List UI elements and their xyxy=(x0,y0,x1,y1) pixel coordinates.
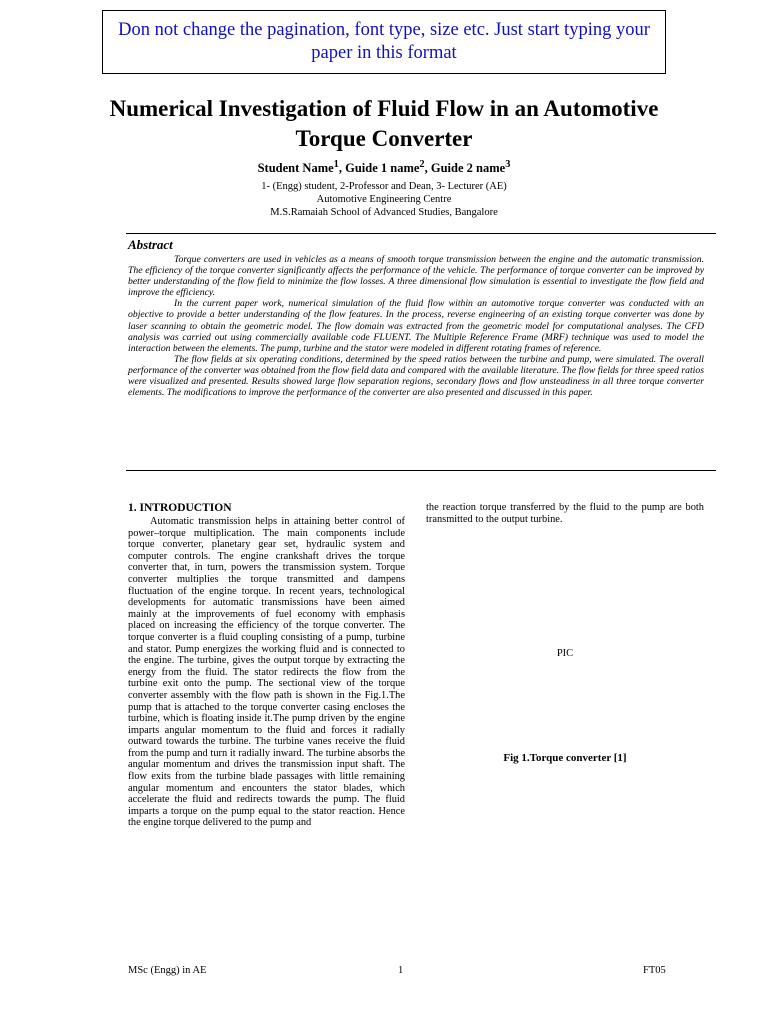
affiliation-roles: 1- (Engg) student, 2-Professor and Dean, 3- Lecturer (AE) xyxy=(261,181,507,192)
abstract-heading: Abstract xyxy=(128,237,173,252)
footer-page-number: 1 xyxy=(398,965,404,976)
affiliation-centre: Automotive Engineering Centre xyxy=(316,194,452,205)
template-notice-text: Don not change the pagination, font type, size etc. Just start typing your paper in this format xyxy=(118,20,650,63)
introduction-continuation: the reaction torque transferred by the fluid to the pump are both transmitted to the output turbine. xyxy=(426,502,704,526)
author-2: , Guide 1 name xyxy=(338,161,420,176)
abstract-paragraph-2: In the current paper work, numerical simulation of the fluid flow within an automotive torque converter was conducted with an objective to provide a better understanding of the flow features. In the process, reverse engineering of an existing torque converter was done by laser scanning to obtain the geometric model. The flow domain was extracted from the geometric model for computational analyses. The CFD analysis was carried out using commercially available code FLUENT. The Multiple Reference Frame (MRF) technique was used to model the interaction between the elements. The pump, turbine and the stator were modeled in different rotating frames of reference. xyxy=(128,298,704,354)
introduction-paragraph: Automatic transmission helps in attaining better control of power–torque multiplication. The main components include torque converter, planetary gear set, hydraulic system and computer controls. The engine crankshaft drives the torque converter that, in turn, powers the transmission system. Torque converter multiplies the torque transmitted and dampens fluctuation of the engine torque. In recent years, technological developments for automatic transmissions have been aimed mainly at the improvements of fuel economy with emphasis placed on increasing the efficiency of the torque converter. The torque converter is a fluid coupling consisting of a pump, turbine and stator. Pump energizes the working fluid and is connected to the engine. The turbine, gives the output torque by extracting the energy from the fluid. The stator redirects the flow from the turbine exit onto the pump. The sectional view of the torque converter assembly with the flow path is shown in the Fig.1.The pump that is attached to the torque converter casing encloses the turbine, which is floating inside it.The pump driven by the engine imparts angular momentum to the fluid and forces it radially outward towards the turbine. The turbine vanes receive the fluid from the pump and turn it radially inward. The turbine absorbs the angular momentum and drives the transmission input shaft. The flow exits from the turbine blade passages with little remaining angular momentum and encounters the stator blades, which accelerate the fluid and redirects towards the pump. The fluid imparts a torque on the pump equal to the stator reaction. Hence the engine torque delivered to the pump and xyxy=(128,516,405,829)
introduction-heading: 1. INTRODUCTION xyxy=(128,502,232,514)
introduction-left-column xyxy=(128,516,405,829)
abstract-body xyxy=(128,254,704,398)
author-line xyxy=(100,159,668,176)
abstract-paragraph-1: Torque converters are used in vehicles as a means of smooth torque transmission between the engine and the automatic transmission. The efficiency of the torque converter significantly affects the performance of the vehicle. The performance of torque converter can be improved by better understanding of the flow field to minimize the flow losses. A three dimensional flow simulation is essential to investigate the flow field and improve the efficiency. xyxy=(128,254,704,299)
author-3: , Guide 2 name xyxy=(424,161,506,176)
figure-caption: Fig 1.Torque converter [1] xyxy=(503,752,627,764)
author-3-marker: 3 xyxy=(505,159,511,170)
author-2-marker: 2 xyxy=(419,159,425,170)
template-notice-box xyxy=(102,10,666,74)
affiliation-block xyxy=(100,180,668,219)
abstract-top-rule xyxy=(126,233,716,234)
abstract-paragraph-3: The flow fields at six operating conditions, determined by the speed ratios between the turbine and pump, were simulated. The overall performance of the converter was obtained from the flow field data and compared with the available literature. The flow fields for three speed ratios were visualized and presented. Results showed large flow separation regions, secondary flows and flow unsteadiness in all three torque converter elements. The modifications to improve the performance of the converter are also presented and discussed in this paper. xyxy=(128,353,704,399)
affiliation-institute: M.S.Ramaiah School of Advanced Studies, Bangalore xyxy=(270,207,498,218)
author-1-marker: 1 xyxy=(333,159,339,170)
footer-code: FT05 xyxy=(643,965,666,976)
author-1: Student Name xyxy=(257,161,334,176)
abstract-bottom-rule xyxy=(126,470,716,471)
footer-program: MSc (Engg) in AE xyxy=(128,965,207,976)
paper-title: Numerical Investigation of Fluid Flow in an Automotive Torque Converter xyxy=(109,96,659,151)
introduction-right-column xyxy=(426,502,704,526)
figure-placeholder: PIC xyxy=(556,648,574,659)
